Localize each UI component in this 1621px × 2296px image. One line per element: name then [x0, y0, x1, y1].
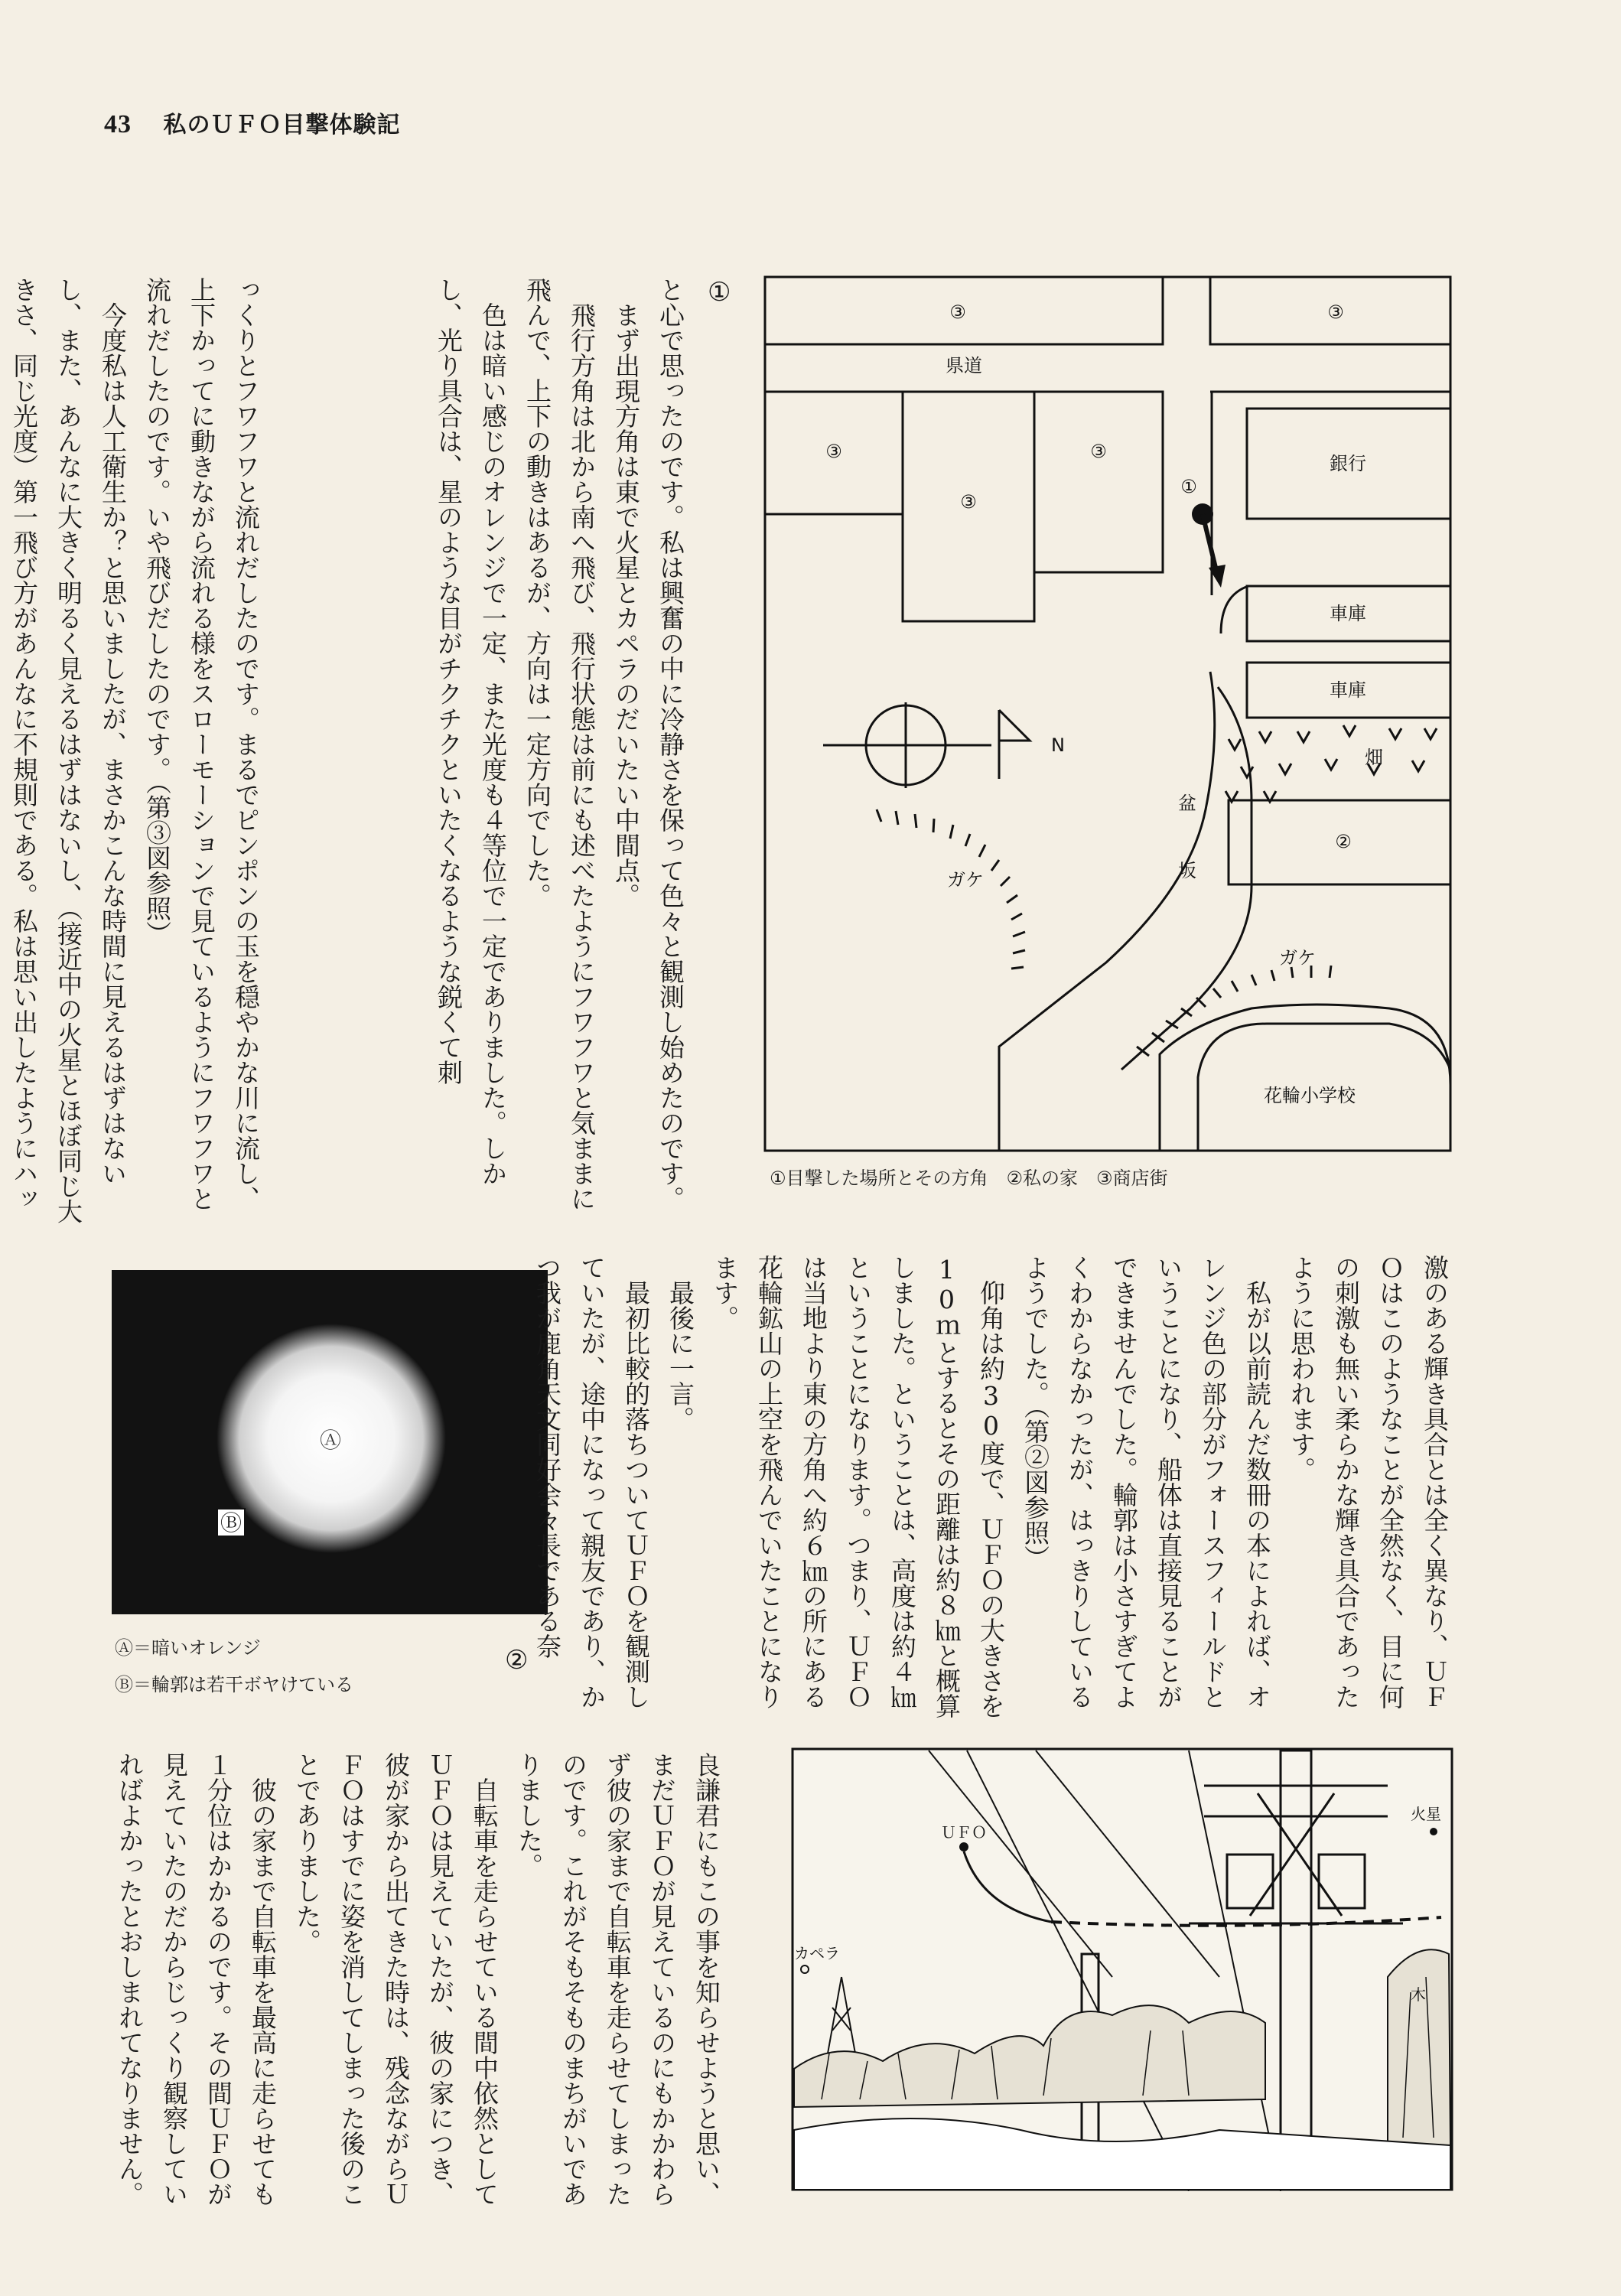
garage-label: 車庫 [1330, 679, 1366, 701]
ufo-label: ＵＦＯ [941, 1823, 987, 1842]
map-figure [762, 274, 1453, 1154]
shop-label: ③ [960, 491, 977, 513]
paragraph: 今度私は人工衛生か？と思いましたが、まさかこんな時間に見えるはずはないし、また、あんなに大きく明るく見えるはずはないし、（接近中の火星とほぼ同じ大きさ、同じ光度）第一飛び方があんなに不規則である。私は思い出したようにハッ [9, 277, 128, 1224]
paragraph: まず出現方角は東で火星とカペラのだいたい中間点。 [611, 302, 641, 908]
paragraph: 自転車を走らせている間中依然としてＵＦＯは見えていたが、彼の家につき、彼が家から出てきた時は、残念ながらＵＦＯはすでに姿を消してしまった後のことでありました。 [292, 1752, 500, 2206]
label-a: Ⓐ [319, 1428, 342, 1453]
cliff-label: ガケ [947, 869, 984, 891]
mars-point [1430, 1828, 1437, 1835]
shop-label: ③ [825, 441, 842, 462]
ufo-caption-a: Ⓐ＝暗いオレンジ [115, 1637, 261, 1659]
cliff-label: ガケ [1279, 947, 1316, 969]
text-column-middle [532, 1255, 1457, 1721]
paragraph: 最後に一言。 [666, 1280, 695, 1431]
garage-label: 車庫 [1330, 603, 1366, 624]
school-label: 花輪小学校 [1264, 1085, 1356, 1106]
bank-label: 銀行 [1330, 453, 1366, 474]
marker-label: ① [1180, 476, 1197, 497]
tree-label: 木 [1411, 1985, 1426, 2004]
label-b: Ⓑ [220, 1510, 242, 1536]
paragraph: 激のある輝き具合とは全く異なり、ＵＦＯはこのようなことが全然なく、目に何の刺激も無い柔らかな輝き具合であったように思われます。 [1287, 1255, 1450, 1709]
paragraph: 仰角は約30度で、ＵＦＯの大きさを10ｍとするとその距離は約８㎞と概算しました。ということは、高度は約４㎞ということになります。つまり、ＵＦＯは当地より東の方角へ約６㎞の所にある花輪鉱山の上空を飛んでいたことになります。 [710, 1255, 1006, 1718]
page-number: 43 [104, 110, 132, 138]
paragraph: 彼の家まで自転車を最高に走らせても１分位はかかるのです。その間ＵＦＯが見えていたのだからじっくり観察していればよかったとおしまれてなりません。 [115, 1752, 278, 2206]
paragraph: 最初比較的落ちついてＵＦＯを観測していたが、途中になって親友であり、かつ我が鹿角天文同好会々長である奈 [532, 1255, 651, 1709]
text-column-top-right [434, 277, 692, 1233]
paragraph: 色は暗い感じのオレンジで一定、また光度も４等位で一定でありました。しかし、光り具合は、星のような目がチクチクといたくなるような鋭くて刺 [434, 277, 508, 1186]
home-label: ② [1335, 831, 1352, 852]
shop-label: ③ [1090, 441, 1107, 462]
map-caption: ①目撃した場所とその方角 ②私の家 ③商店街 [770, 1168, 1168, 1189]
capella-label: カペラ [794, 1944, 840, 1962]
shop-block [1034, 392, 1163, 572]
shop-label: ③ [949, 301, 966, 323]
north-label: N [1051, 734, 1065, 756]
mars-label: 火星 [1411, 1805, 1441, 1823]
slope-label: 坂 [1178, 860, 1196, 881]
paragraph: っくりとフワフワと流れだしたのです。まるでピンポンの玉を穏やかな川に流し、上下かってに動きながら流れる様をスローモーションで見ているようにフワフワと流れだしたのです。いや飛びだしたのです。（第③図参照） [142, 277, 261, 1211]
ufo-point [959, 1842, 968, 1851]
paragraph: 良謙君にもこの事を知らせようと思い、まだＵＦＯが見えているのにもかかわらず彼の家まで自転車を走らせてしまったのです。これがそもそものまちがいでありました。 [514, 1752, 721, 2206]
figure-number: ① [708, 277, 731, 308]
paragraph: と心で思ったのです。私は興奮の中に冷静さを保って色々と観測し始めたのです。 [656, 277, 685, 1211]
figure-number: ② [505, 1645, 529, 1676]
slope-label: 盆 [1178, 793, 1196, 814]
text-column-top-left [9, 277, 268, 1233]
paragraph: 私が以前読んだ数冊の本によれば、オレンジ色の部分がフォースフィールドということになり、船体は直接見ることができませんでした。輪郭は小さすぎてよくわからなかったが、はっきりしているようでした。（第②図参照） [1020, 1255, 1272, 1709]
ufo-caption-b: Ⓑ＝輪郭は若干ボヤけている [115, 1674, 353, 1695]
paragraph: 飛行方角は北から南へ飛び、飛行状態は前にも述べたようにフワフワと気ままに飛んで、上下の動きはあるが、方向は一定方向でした。 [522, 277, 597, 1211]
page-header [104, 106, 400, 139]
text-column-bottom [101, 1752, 728, 2219]
field-label: 畑 [1365, 747, 1383, 768]
sky-figure [791, 1747, 1453, 2191]
article-title: 私のＵＦＯ目撃体験記 [163, 112, 401, 138]
road-label: 県道 [946, 355, 982, 376]
shop-label: ③ [1327, 301, 1344, 323]
ufo-figure [112, 1270, 548, 1614]
